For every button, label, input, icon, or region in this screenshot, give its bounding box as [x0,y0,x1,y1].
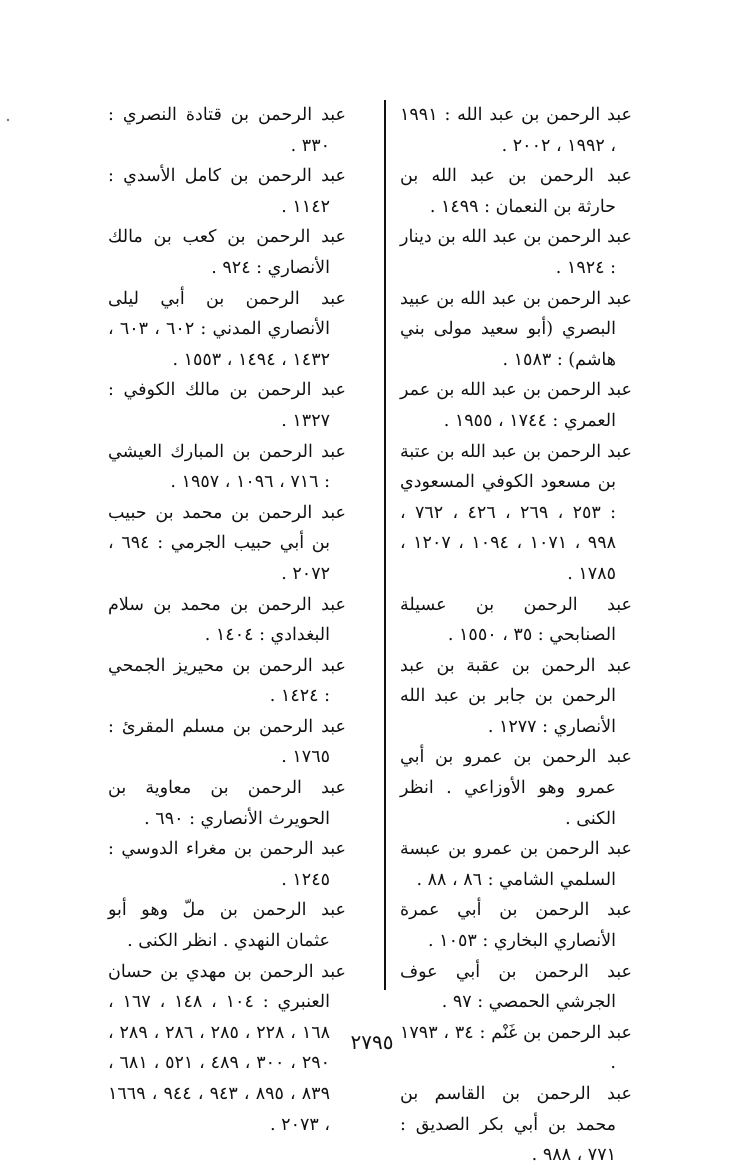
margin-speck [6,118,10,122]
index-entry: عبد الرحمن بن مالك الكوفي : ١٣٢٧ . [108,380,346,431]
index-entry: عبد الرحمن بن عبد الله بن عبيد البصري (أبو سعيد مولى بني هاشم) : ١٥٨٣ . [400,288,632,370]
index-entry: عبد الرحمن بن محمد بن حبيب بن أبي حبيب الجرمي : ٦٩٤ ، ٢٠٧٢ . [108,502,346,584]
index-entry: عبد الرحمن بن مسلم المقرئ : ١٧٦٥ . [108,716,346,768]
index-entry: عبد الرحمن بن أبي ليلى الأنصاري المدني : ٦٠٢ ، ٦٠٣ ، ١٤٣٢ ، ١٤٩٤ ، ١٥٥٣ . [108,288,346,370]
index-entry: عبد الرحمن بن محيريز الجمحي : ١٤٢٤ . [108,655,346,707]
index-entry: عبد الرحمن بن عمرو بن عبسة السلمي الشامي : ٨٦ ، ٨٨ . [400,839,632,890]
index-entry: عبد الرحمن بن عبد الله بن عمر العمري : ١٧٤٤ ، ١٩٥٥ . [400,380,632,431]
index-entry: عبد الرحمن بن محمد بن سلام البغدادي : ١٤٠٤ . [108,594,346,646]
index-entry: عبد الرحمن بن عمرو بن أبي عمرو وهو الأوزاعي . انظر الكنى . [400,747,632,829]
index-entry: عبد الرحمن بن أبي عوف الجرشي الحمصي : ٩٧ . [400,961,632,1013]
index-column-left [108,100,346,1140]
index-entry: عبد الرحمن بن المبارك العيشي : ٧١٦ ، ١٠٩٦ ، ١٩٥٧ . [108,441,346,493]
index-entry: عبد الرحمن بن القاسم بن محمد بن أبي بكر الصديق : ٧٧١ ، ٩٨٨ . [400,1084,632,1166]
index-entry: عبد الرحمن بن قتادة النصري : ٣٣٠ . [108,105,346,156]
index-entry: عبد الرحمن بن معاوية بن الحويرث الأنصاري : ٦٩٠ . [108,778,346,829]
index-column-right [400,100,632,1171]
index-entry: عبد الرحمن بن عبد الله : ١٩٩١ ، ١٩٩٢ ، ٢٠٠٢ . [400,105,632,156]
index-entry: عبد الرحمن بن مهدي بن حسان العنبري : ١٠٤ ، ١٤٨ ، ١٦٧ ، ١٦٨ ، ٢٢٨ ، ٢٨٥ ، ٢٨٦ ، ٢٨٩ ، ٢٩٠ ، ٣٠٠ ، ٤٨٩ ، ٥٢١ ، ٦٨١ ، ٨٣٩ ، ٨٩٥ ، ٩٤٣ ، ٩٤٤ ، ١٦٦٩ ، ٢٠٧٣ . [108,961,346,1135]
index-entry: عبد الرحمن بن كعب بن مالك الأنصاري : ٩٢٤ . [108,227,346,278]
index-entry: عبد الرحمن بن عقبة بن عبد الرحمن بن جابر بن عبد الله الأنصاري : ١٢٧٧ . [400,655,632,737]
index-entry: عبد الرحمن بن كامل الأسدي : ١١٤٢ . [108,166,346,217]
index-entry: عبد الرحمن بن عبد الله بن عتبة بن مسعود الكوفي المسعودي : ٢٥٣ ، ٢٦٩ ، ٤٢٦ ، ٧٦٢ ، ٩٩٨ ، ١٠٧١ ، ١٠٩٤ ، ١٢٠٧ ، ١٧٨٥ . [400,441,632,584]
index-entry: عبد الرحمن بن أبي عمرة الأنصاري البخاري : ١٠٥٣ . [400,900,632,952]
column-divider [384,100,386,990]
index-entry: عبد الرحمن بن غَنْم : ٣٤ ، ١٧٩٣ . [400,1022,632,1074]
index-entry: عبد الرحمن بن مغراء الدوسي : ١٢٤٥ . [108,839,346,890]
index-entry: عبد الرحمن بن عبد الله بن حارثة بن النعمان : ١٤٩٩ . [400,166,632,217]
index-entry: عبد الرحمن بن ملّ وهو أبو عثمان النهدي . انظر الكنى . [108,900,346,952]
index-entry: عبد الرحمن بن عسيلة الصنابحي : ٣٥ ، ١٥٥٠ . [400,594,632,646]
page-number: ٢٧٩٥ [350,1030,394,1054]
index-entry: عبد الرحمن بن عبد الله بن دينار : ١٩٢٤ . [400,227,632,278]
